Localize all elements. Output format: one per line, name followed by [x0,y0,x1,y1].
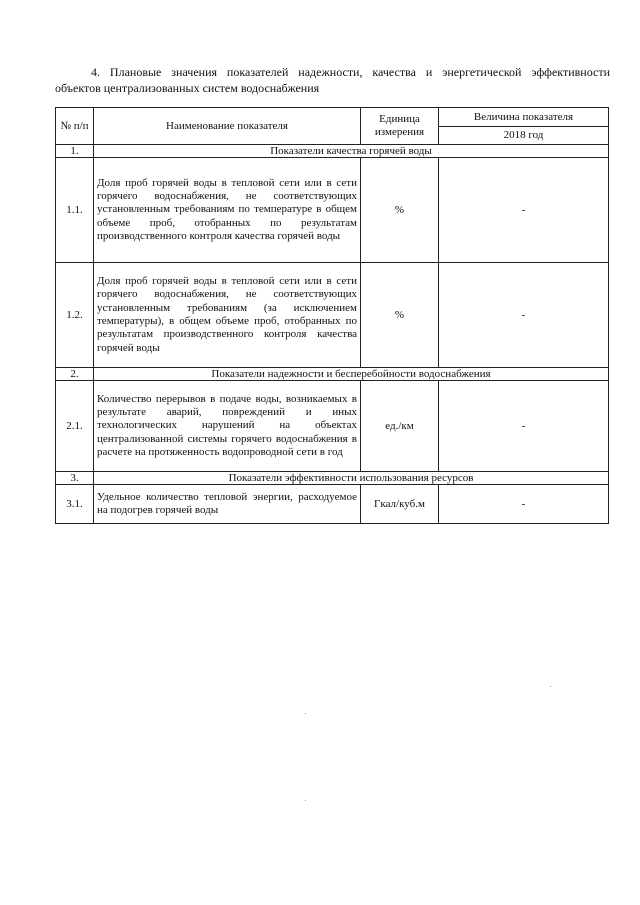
table-header-row [56,108,609,127]
row-value: - [439,485,609,524]
scan-speck [305,800,306,801]
section-row [56,472,609,485]
header-num: № п/п [56,108,94,145]
indicators-table [55,107,609,524]
table-row [56,485,609,524]
row-num: 2.1. [56,381,94,472]
row-unit: Гкал/куб.м [361,485,439,524]
row-unit: % [361,158,439,263]
section-row [56,145,609,158]
row-name: Количество перерывов в подаче воды, возникаемых в результате аварий, повреждений и иных технологических нарушений на объектах централизованной системы горячего водоснабжения в расчете на протяженность водопроводной сети в год [94,381,361,472]
section-num: 1. [56,145,94,158]
section-heading [55,64,610,96]
row-num: 1.1. [56,158,94,263]
row-name: Доля проб горячей воды в тепловой сети или в сети горячего водоснабжения, не соответствующих установленным требованиям (за исключением температуры), в общем объеме проб, отобранных по результатам производственного контроля качества горячей воды [94,263,361,368]
section-num: 2. [56,368,94,381]
header-unit: Единица измерения [361,108,439,145]
row-value: - [439,158,609,263]
row-num: 1.2. [56,263,94,368]
row-name: Удельное количество тепловой энергии, расходуемое на подогрев горячей воды [94,485,361,524]
header-name: Наименование показателя [94,108,361,145]
row-unit: ед./км [361,381,439,472]
section-title: Показатели надежности и бесперебойности водоснабжения [94,368,609,381]
header-value: Величина показателя [439,108,609,127]
table-row [56,158,609,263]
row-value: - [439,381,609,472]
table-row [56,381,609,472]
row-num: 3.1. [56,485,94,524]
header-year: 2018 год [439,127,609,145]
heading-line-1: 4. Плановые значения показателей надежности, качества и энергетической эффективности [91,65,610,79]
row-unit: % [361,263,439,368]
heading-line-2: объектов централизованных систем водоснабжения [55,81,320,95]
scan-speck [550,686,551,687]
section-row [56,368,609,381]
section-title: Показатели качества горячей воды [94,145,609,158]
row-name: Доля проб горячей воды в тепловой сети или в сети горячего водоснабжения, не соответствующих установленным требованиям по температуре в общем объеме проб, отобранных по результатам производственного контроля качества горячей воды [94,158,361,263]
table-row [56,263,609,368]
section-title: Показатели эффективности использования ресурсов [94,472,609,485]
section-num: 3. [56,472,94,485]
scan-speck [305,713,306,714]
row-value: - [439,263,609,368]
